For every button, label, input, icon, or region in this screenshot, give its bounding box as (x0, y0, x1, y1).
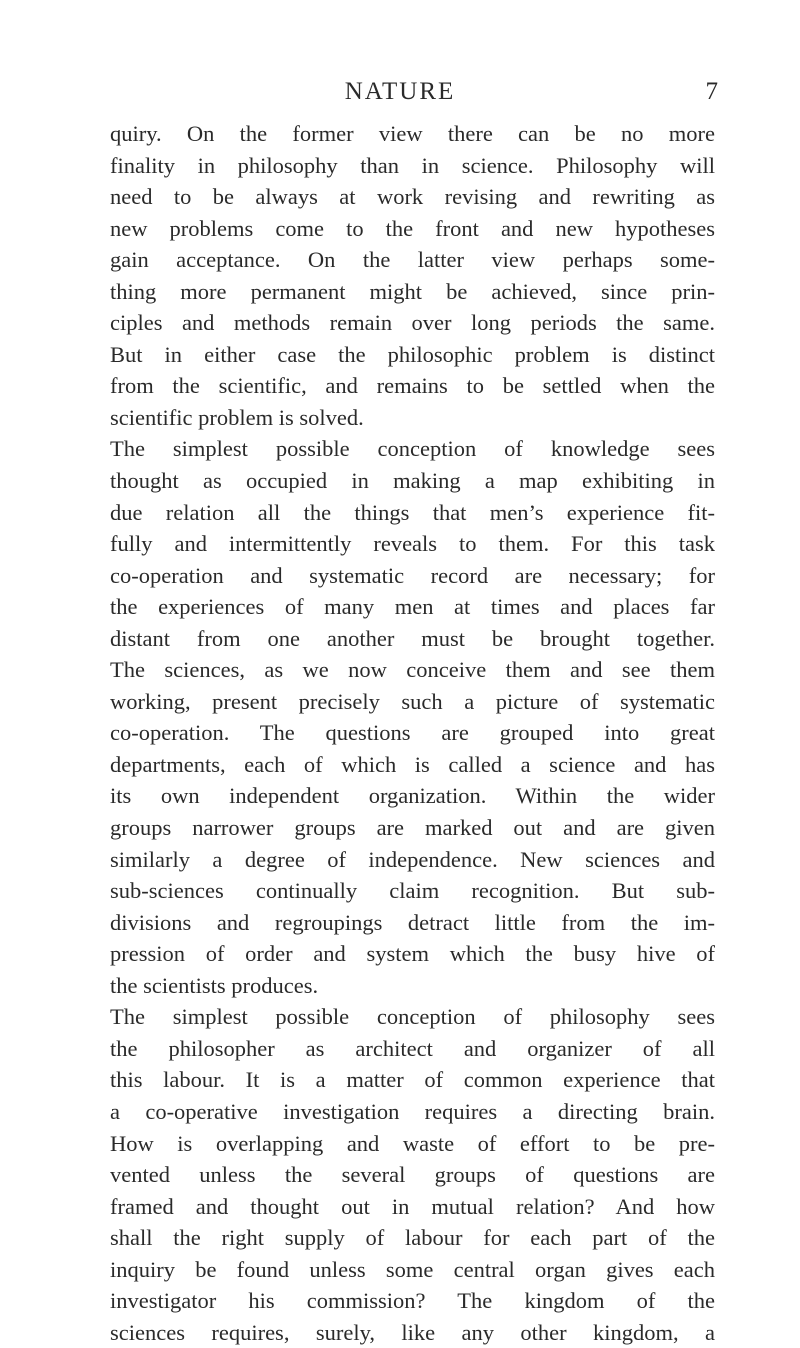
text-line: ciples and methods remain over long periods the same. (110, 310, 715, 336)
text-line: departments, each of which is called a science and has (110, 751, 715, 777)
text-line: quiry. On the former view there can be no more (110, 121, 715, 146)
text-line: But in either case the philosophic problem is distinct (110, 341, 715, 367)
text-line: distant from one another must be brought together. (110, 625, 715, 651)
text-line: scientific problem is solved. (110, 404, 364, 430)
page-number: 7 (705, 78, 718, 105)
text-line: thought as occupied in making a map exhibiting in (110, 468, 715, 494)
text-line: The simplest possible conception of knowledge sees (110, 436, 715, 462)
text-line: pression of order and system which the busy hive of (110, 941, 715, 967)
text-line: from the scientific, and remains to be settled when the (110, 373, 715, 399)
text-line: a co-operative investigation requires a directing brain. (110, 1098, 715, 1124)
text-line: sciences requires, surely, like any other kingdom, a (110, 1319, 715, 1345)
text-line: gain acceptance. On the latter view perhaps some- (110, 247, 715, 273)
text-line: its own independent organization. Within the wider (110, 783, 715, 809)
text-line: similarly a degree of independence. New sciences and (110, 846, 715, 872)
text-line: need to be always at work revising and rewriting as (110, 184, 715, 210)
text-line: new problems come to the front and new hypotheses (110, 215, 715, 241)
body-text (110, 118, 715, 1348)
text-line: divisions and regroupings detract little from the im- (110, 909, 715, 935)
text-line: framed and thought out in mutual relation? And how (110, 1193, 715, 1219)
text-line: the experiences of many men at times and places far (110, 594, 715, 620)
text-line: shall the right supply of labour for each part of the (110, 1225, 715, 1251)
text-line: finality in philosophy than in science. Philosophy will (110, 152, 715, 178)
text-line: the scientists produces. (110, 972, 319, 998)
running-title: NATURE (344, 78, 456, 105)
text-line: investigator his commission? The kingdom of the (110, 1288, 715, 1314)
text-line: sub-sciences continually claim recognition. But sub- (110, 878, 715, 904)
text-line: due relation all the things that men’s experience fit- (110, 499, 715, 525)
text-line: fully and intermittently reveals to them. For this task (110, 531, 715, 557)
running-head (0, 78, 800, 118)
text-line: co-operation and systematic record are necessary; for (110, 562, 715, 588)
text-line: thing more permanent might be achieved, since prin- (110, 278, 715, 304)
text-line: The simplest possible conception of philosophy sees (110, 1004, 715, 1030)
text-line: co-operation. The questions are grouped into great (110, 720, 715, 746)
text-line: The sciences, as we now conceive them and see them (110, 657, 715, 683)
text-line: the philosopher as architect and organizer of all (110, 1035, 715, 1061)
text-line: How is overlapping and waste of effort to be pre- (110, 1130, 715, 1156)
text-line: working, present precisely such a picture of systematic (110, 688, 715, 714)
text-line: vented unless the several groups of questions are (110, 1162, 715, 1188)
text-line: this labour. It is a matter of common experience that (110, 1067, 715, 1093)
text-line: groups narrower groups are marked out and are given (110, 815, 715, 841)
text-line: inquiry be found unless some central organ gives each (110, 1256, 715, 1282)
